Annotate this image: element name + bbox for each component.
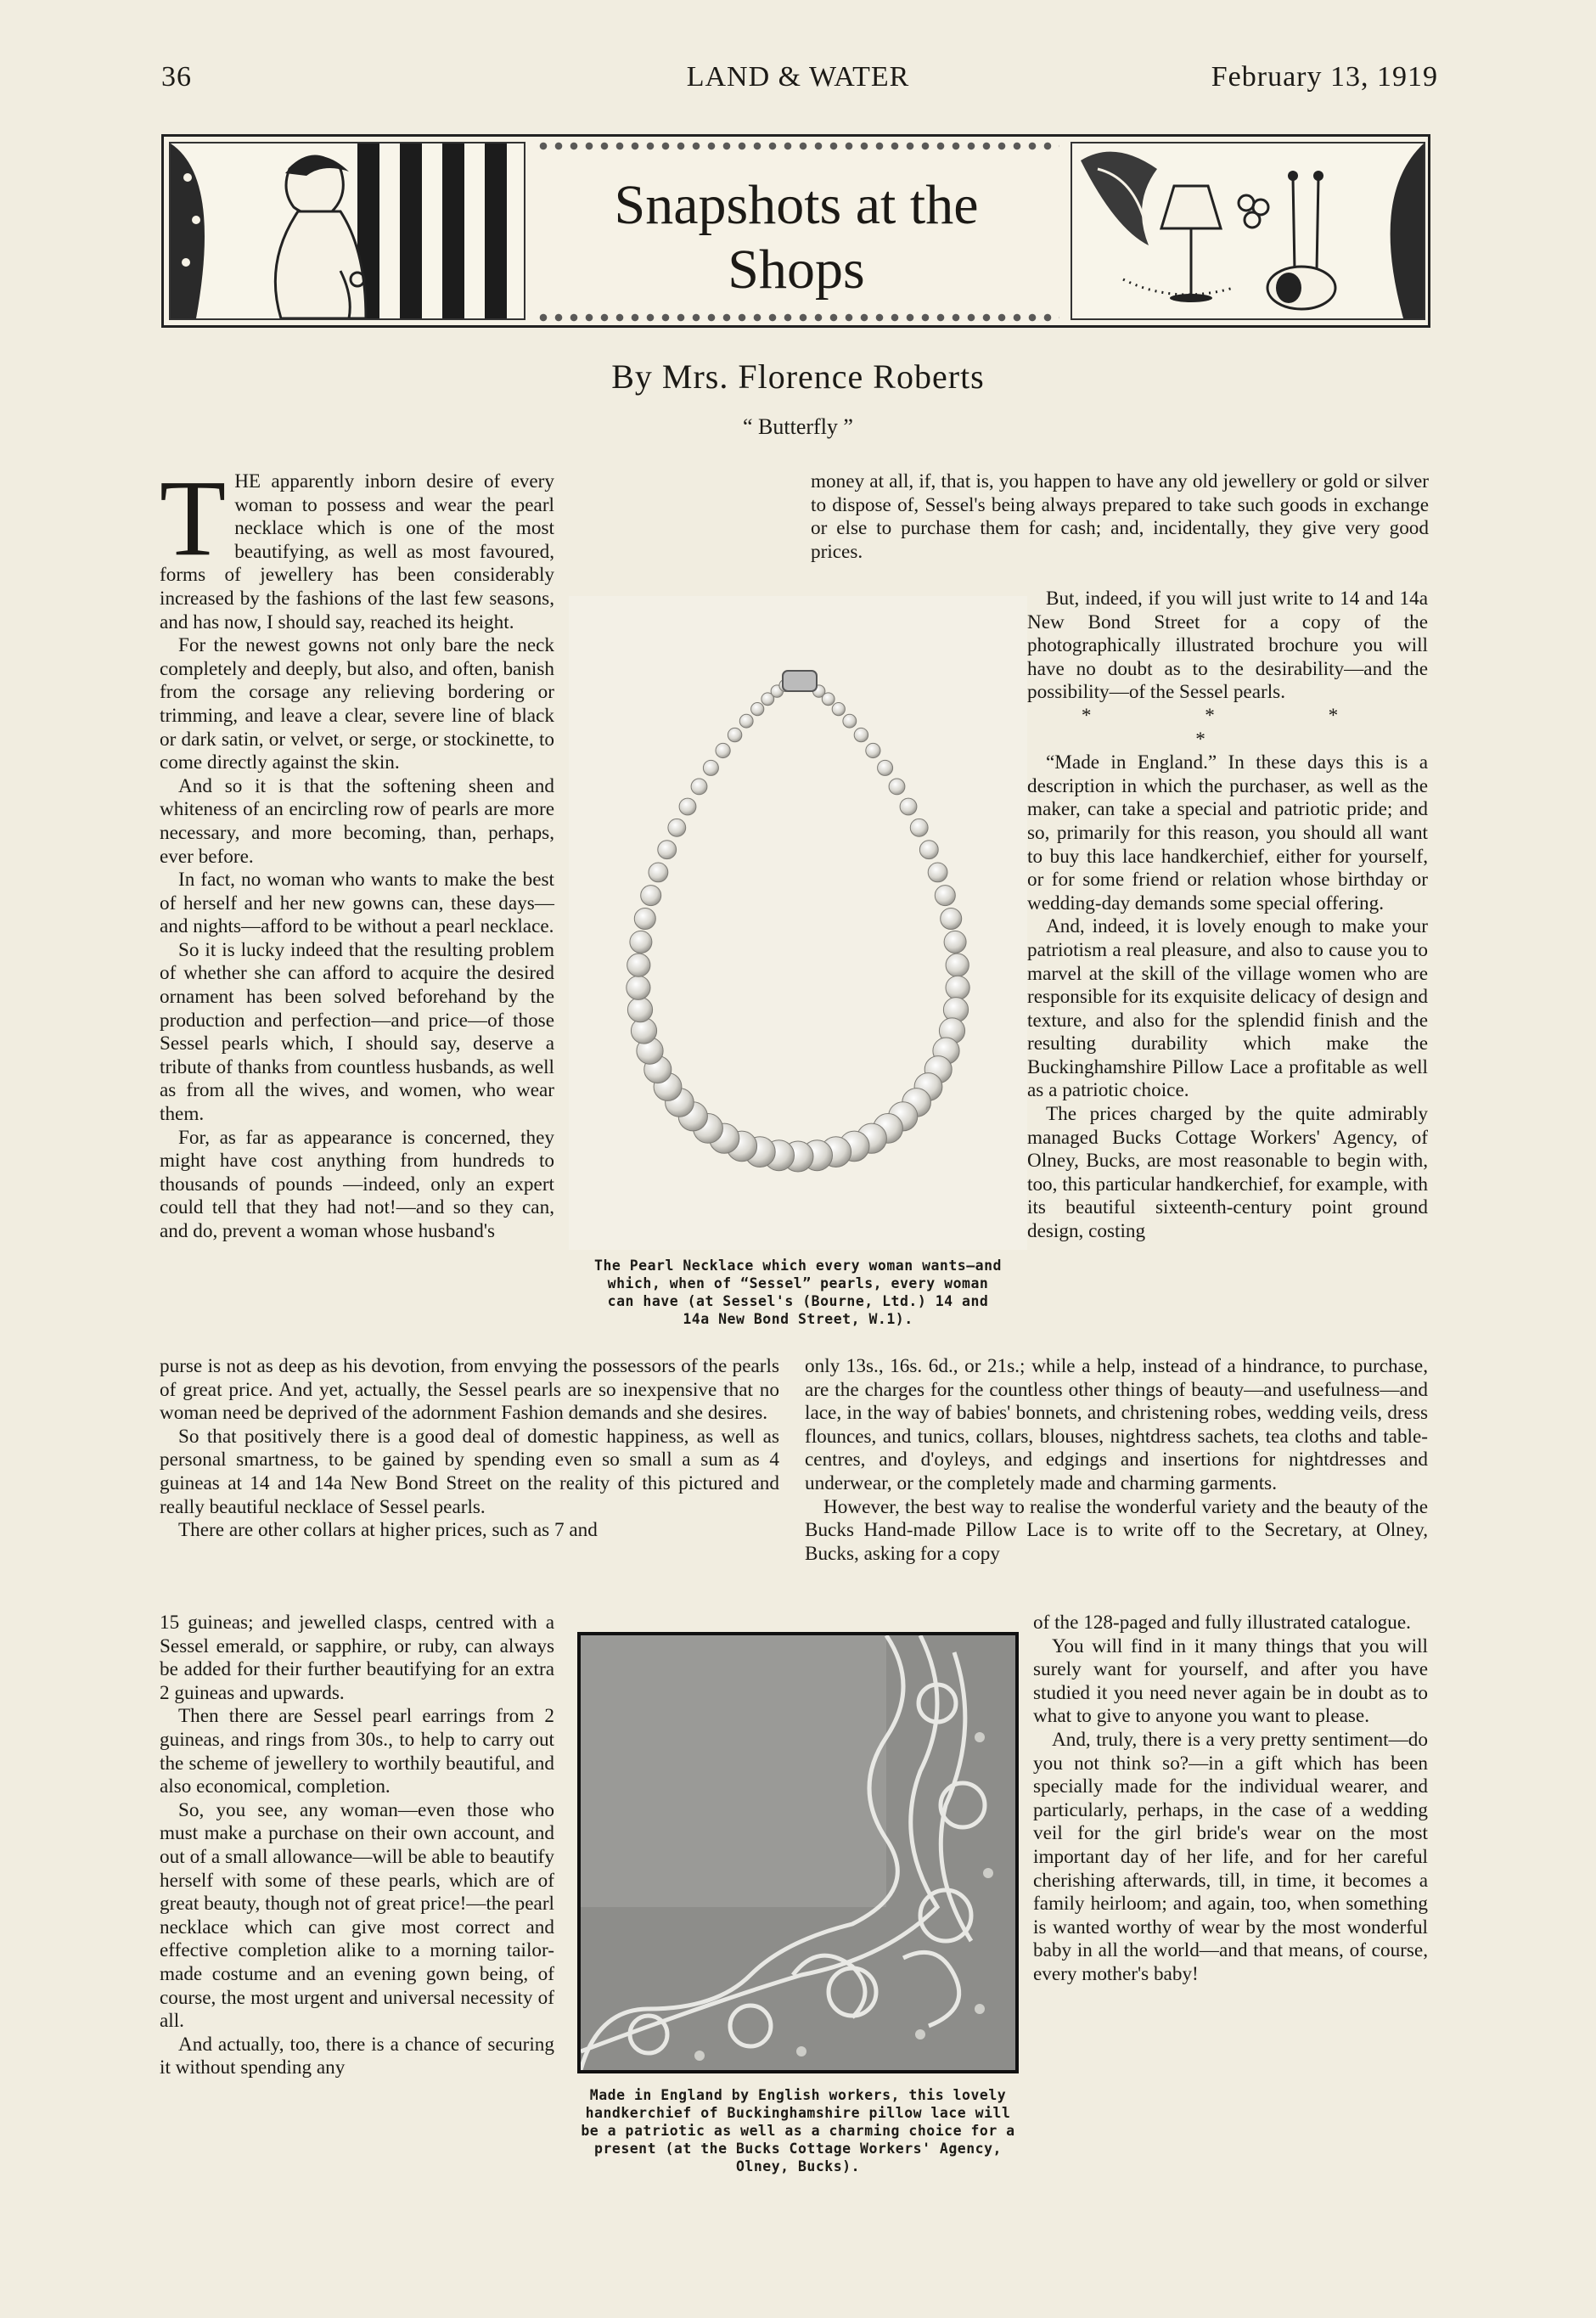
paragraph: Then there are Sessel pearl earrings from 2 guineas, and rings from 30s., to help to carry out the scheme of jewellery to worthily beautiful, and also economical, completion. bbox=[160, 1705, 554, 1798]
paragraph: So, you see, any woman—even those who must make a purchase on their own account, and out of a small allowance—will be able to beautify herself with some of these pearls, which are of great beauty, though not of great price!—the pearl necklace which can give most correct and effective completion alike to a morning tailor-made costume and an evening gown being, of course, the most urgent and universal necessity of all. bbox=[160, 1798, 554, 2033]
paragraph: purse is not as deep as his devotion, from envying the possessors of the pearls of great price. And yet, actually, the Sessel pearls are so inexpensive that no woman need be deprived of the adornment Fashion demands and she desires. bbox=[160, 1355, 779, 1425]
pearl-bead bbox=[728, 728, 741, 741]
hat-and-pins-illustration bbox=[1072, 143, 1424, 318]
paragraph: And, truly, there is a very pretty sentiment—do you not think so?—in a gift which has been specially made for the individual wearer, and particularly, perhaps, in the case of a wedding veil for the girl bride's wear on the most important day of her life, and for her careful cherishing afterwards, till, in time, it becomes a family heirloom; and again, too, when something is wanted worthy of wear by the most wonderful baby in all the world—and that means, of course, every mother's baby! bbox=[1033, 1728, 1428, 1985]
author-byline: By Mrs. Florence Roberts bbox=[611, 357, 985, 396]
banner-title-area bbox=[529, 137, 1064, 325]
pearl-bead bbox=[878, 760, 893, 775]
lace-caption: Made in England by English workers, this lovely handkerchief of Buckinghamshire pillow lace will be a patriotic as well as a charming choice for a present (at the Bucks Cottage Workers' Agency, Olney, Bucks). bbox=[581, 2087, 1015, 2175]
pearl-bead bbox=[627, 976, 650, 999]
pearl-bead bbox=[935, 886, 955, 906]
column-left-middle-wide bbox=[160, 1355, 779, 1543]
paragraph: of the 128-paged and fully illustrated catalogue. bbox=[1033, 1612, 1411, 1634]
issue-date: February 13, 1919 bbox=[1211, 61, 1438, 93]
paragraph: 15 guineas; and jewelled clasps, centred with a Sessel emerald, or sapphire, or ruby, can always be added for their further beautifying for an extra 2 guineas and upwards. bbox=[160, 1612, 554, 1704]
pearl-bead bbox=[946, 976, 969, 999]
pearl-bead bbox=[630, 931, 652, 953]
paragraph: You will find in it many things that you will surely want for yourself, and after you have studied it you need never again be in doubt as to what to give to anyone you want to please. bbox=[1033, 1634, 1428, 1728]
pearl-bead bbox=[716, 743, 730, 757]
woman-at-window-illustration bbox=[171, 143, 524, 318]
paragraph: There are other collars at higher prices, such as 7 and bbox=[178, 1519, 598, 1542]
pearl-bead bbox=[627, 954, 650, 976]
pearl-bead bbox=[900, 798, 917, 815]
right-illustration bbox=[1071, 142, 1425, 320]
column-left-upper bbox=[160, 458, 554, 1244]
drop-cap: T bbox=[160, 458, 227, 578]
pearl-bead bbox=[854, 728, 868, 741]
paragraph: And actually, too, there is a chance of securing it without spending any bbox=[160, 2033, 554, 2079]
pearl-bead bbox=[843, 714, 857, 728]
pearl-bead bbox=[679, 798, 696, 815]
pearl-bead bbox=[928, 863, 947, 882]
pearl-bead bbox=[691, 779, 707, 795]
lace-handkerchief-illustration bbox=[581, 1635, 1015, 2070]
paragraph: But, indeed, if you will just write to 14 and 14a New Bond Street for a copy of the photographically illustrated brochure you will have no doubt as to the desirability—and the possibility—of the Sessel pearls. bbox=[1027, 588, 1428, 704]
pearl-caption: The Pearl Necklace which every woman wants—and which, when of “Sessel” pearls, every woman can have (at Sessel's (Bourne, Ltd.) 14 and 14a New Bond Street, W.1). bbox=[594, 1257, 1002, 1327]
lace-handkerchief-figure bbox=[577, 1632, 1019, 2073]
pearl-bead bbox=[941, 909, 962, 930]
pearl-bead bbox=[668, 819, 686, 836]
pearl-bead bbox=[944, 931, 966, 953]
paragraph: However, the best way to realise the wonderful variety and the beauty of the Bucks Hand-made Pillow Lace is to write off to the Secretary, at Olney, Bucks, asking for a copy bbox=[805, 1495, 1428, 1565]
page-number: 36 bbox=[161, 61, 192, 93]
pearl-bead bbox=[703, 760, 718, 775]
paragraph: In fact, no woman who wants to make the best of herself and her new gowns can, these days—and nights—afford to be without a pearl necklace. bbox=[160, 869, 554, 938]
pearl-bead bbox=[889, 779, 905, 795]
paragraph: And, indeed, it is lovely enough to make your patriotism a real pleasure, and also to cause you to marvel at the skill of the village women who are responsible for its exquisite delicacy of design and texture, and also for the splendid finish and the resulting durability which make the Buckinghamshire Pillow Lace a profitable as well as a patriotic choice. bbox=[1027, 915, 1428, 1102]
column-right-middle-wide bbox=[805, 1355, 1428, 1566]
pearl-bead bbox=[751, 703, 764, 716]
column-right-upper bbox=[1027, 588, 1428, 1244]
paragraph: For the newest gowns not only bare the neck completely and deeply, but also, and often, banish from the corsage any relieving bordering or trimming, and leave a clear, severe line of black or dark satin, or velvet, or serge, or stockinette, to come directly against the skin. bbox=[160, 634, 554, 774]
pearl-necklace-figure bbox=[569, 596, 1027, 1250]
magazine-title: LAND & WATER bbox=[686, 61, 910, 93]
pearl-bead bbox=[910, 819, 928, 836]
paragraph: For, as far as appearance is concerned, they might have cost anything from hundreds to thousands of pounds —indeed, only an expert could tell that they had not!—and so they can, and do, prevent a woman whose husband's bbox=[160, 1126, 554, 1242]
author-pseudonym: “ Butterfly ” bbox=[743, 414, 853, 439]
section-break-stars: * * * * bbox=[1081, 704, 1393, 751]
pearl-bead bbox=[634, 909, 655, 930]
title-banner bbox=[161, 134, 1430, 328]
paragraph: So it is lucky indeed that the resulting problem of whether she can afford to acquire the desired ornament has been solved beforehand by the production and perfection—and price—of those Sessel pearls which, I should say, deserve a tribute of thanks from countless husbands, as well as from all the wives, and women, who wear them. bbox=[160, 938, 554, 1126]
pearl-bead bbox=[641, 886, 661, 906]
pearl-bead bbox=[866, 743, 880, 757]
paragraph: So that positively there is a good deal of domestic happiness, as well as personal smartness, to be gained by spending even so small a sum as 4 guineas at 14 and 14a New Bond Street on the reality of this pictured and really beautiful necklace of Sessel pearls. bbox=[160, 1425, 779, 1518]
article-title-line1: Snapshots at the bbox=[614, 174, 979, 236]
paragraph: And so it is that the softening sheen and whiteness of an encircling row of pearls are more necessary, and more becoming, than, perhaps, ever before. bbox=[160, 774, 554, 868]
left-illustration bbox=[169, 142, 525, 320]
pearl-bead bbox=[832, 703, 845, 716]
article-title-line2: Shops bbox=[728, 239, 865, 301]
pearl-bead bbox=[649, 863, 668, 882]
pearl-bead bbox=[658, 841, 677, 859]
pearl-necklace-illustration bbox=[569, 596, 1027, 1250]
pearl-bead bbox=[822, 693, 835, 706]
paragraph: only 13s., 16s. 6d., or 21s.; while a help, instead of a hindrance, to purchase, are the charges for the countless other things of beauty—and usefulness—and lace, in the way of babies' bonnets, and christening robes, wedding veils, dress flounces, and tunics, collars, blouses, nightdress sachets, tea cloths and table-centres, and d'oyleys, and edgings and insertions for nightdresses and underwear, or the completely made and charming garments. bbox=[805, 1355, 1428, 1494]
pearl-bead bbox=[919, 841, 938, 859]
paragraph: The prices charged by the quite admirably managed Bucks Cottage Workers' Agency, of Olney, Bucks, are most reasonable to begin with, too, this particular handkerchief, for example, with its beautiful sixteenth-century point ground design, costing bbox=[1027, 1103, 1428, 1243]
paragraph: THE apparently inborn desire of every woman to possess and wear the pearl necklace which is one of the most beautifying, as well as most favoured, forms of jewellery has been considerably increased by the fashions of the last few seasons, and has now, I should say, reached its height. bbox=[160, 458, 554, 633]
column-left-lower bbox=[160, 1612, 554, 2080]
pearl-bead bbox=[946, 954, 969, 976]
pearl-bead bbox=[627, 998, 652, 1022]
pearl-bead bbox=[739, 714, 753, 728]
column-right-lower bbox=[1033, 1612, 1428, 1987]
paragraph: money at all, if, that is, you happen to have any old jewellery or gold or silver to dispose of, Sessel's being always prepared to take such goods in exchange or else to purchase them for cash; and, incidentally, they give very good prices. bbox=[811, 470, 1429, 563]
column-middle-top bbox=[811, 470, 1429, 564]
paragraph: “Made in England.” In these days this is a description in which the purchaser, as well as the maker, can take a special and patriotic pride; and so, primarily for this reason, you should all want to buy this lace handkerchief, either for yourself, or for some friend or relation whose birthday or wedding-day demands some special offering. bbox=[1027, 751, 1428, 914]
